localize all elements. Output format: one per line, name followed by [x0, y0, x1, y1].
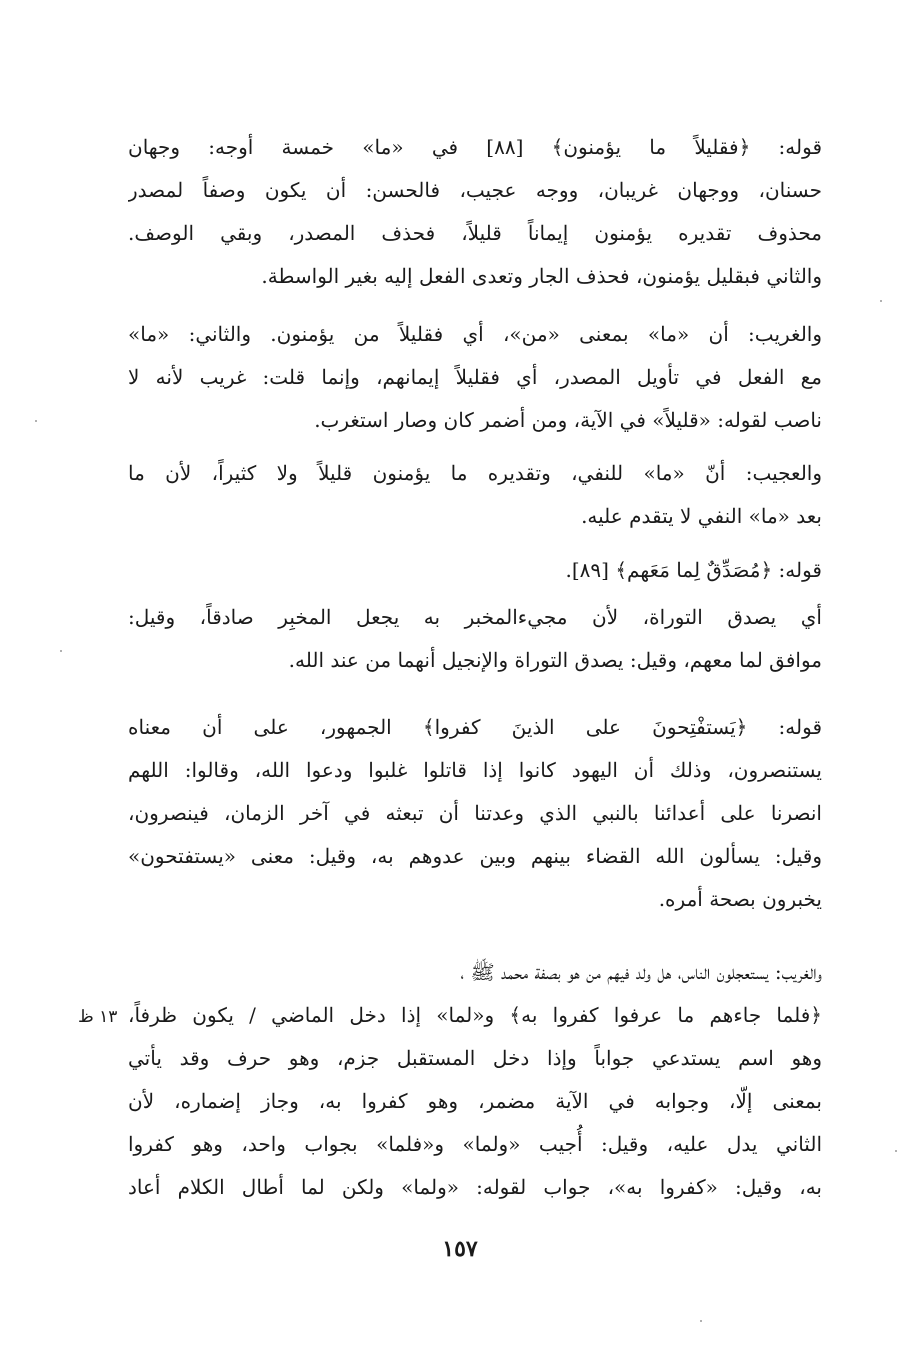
text-line: والغريب: يستعجلون الناس، هل ولد فيهم من هو بصفة محمد ﷺ ، — [460, 960, 822, 984]
page-number: ١٥٧ — [442, 1236, 478, 1262]
paragraph-ajib — [128, 452, 822, 538]
text-line: يستنصرون، وذلك أن اليهود كانوا إذا قاتلوا غلبوا ودعوا الله، وقالوا: اللهم — [128, 758, 822, 782]
paragraph-qawluhu-88 — [128, 126, 822, 298]
text-line: انصرنا على أعدائنا بالنبي الذي وعدتنا أن تبعثه في آخر الزمان، فينصرون، — [128, 801, 822, 825]
text-line: مع الفعل في تأويل المصدر، أي فقليلاً إيمانهم، وإنما قلت: غريب لأنه لا — [128, 365, 822, 389]
text-line: قوله: ﴿مُصَدِّقٌ لِما مَعَهم﴾ [٨٩]. — [565, 558, 822, 582]
scan-speck — [60, 650, 62, 652]
text-line: أي يصدق التوراة، لأن مجيءالمخبر به يجعل المخبِر صادقاً، وقيل: — [128, 605, 822, 629]
paragraph-gharib-1 — [128, 313, 822, 442]
text-line: قوله: ﴿يَستفْتِحونَ على الذينَ كفروا﴾ الجمهور، على أن معناه — [128, 715, 822, 739]
margin-folio-note: ١٣ ظ — [78, 1007, 118, 1027]
text-line: موافق لما معهم، وقيل: يصدق التوراة والإنجيل أنهما من عند الله. — [288, 648, 822, 672]
text-line: وهو اسم يستدعي جواباً وإذا دخل المستقبل جزم، وهو حرف وقد يأتي — [128, 1046, 822, 1070]
text-line: يخبرون بصحة أمره. — [658, 887, 822, 911]
scan-speck — [700, 1320, 702, 1322]
paragraph-yusaddiq — [128, 596, 822, 682]
scan-speck — [35, 420, 37, 422]
text-line: قوله: ﴿فقليلاً ما يؤمنون﴾ [٨٨] في «ما» خمسة أوجه: وجهان — [128, 135, 822, 159]
scan-speck — [895, 1150, 897, 1152]
paragraph-yastaftihun — [128, 706, 822, 921]
paragraph-qawluhu-89 — [128, 549, 822, 592]
text-line: بمعنى إلّا، وجوابه في الآية مضمر، وهو كفروا به، وجاز إضماره، لأن — [128, 1089, 822, 1113]
text-line: به، وقيل: «كفروا به»، جواب لقوله: «ولما» ولكن لما أطال الكلام أعاد — [128, 1175, 822, 1199]
text-line: ناصب لقوله: «قليلاً» في الآية، ومن أضمر كان وصار استغرب. — [314, 408, 822, 432]
text-line: حسنان، ووجهان غريبان، ووجه عجيب، فالحسن: أن يكون وصفاً لمصدر — [128, 178, 822, 202]
paragraph-gharib-2 — [128, 951, 822, 1209]
text-line: ﴿فلما جاءهم ما عرفوا كفروا به﴾ و«لما» إذا دخل الماضي / يكون ظرفاً، — [128, 1003, 822, 1027]
text-line: وقيل: يسألون الله القضاء بينهم وبين عدوهم به، وقيل: معنى «يستفتحون» — [128, 844, 822, 868]
text-line: محذوف تقديره يؤمنون إيماناً قليلاً، فحذف المصدر، وبقي الوصف. — [128, 221, 822, 245]
text-line: الثاني يدل عليه، وقيل: أُجيب «ولما» و«فلما» بجواب واحد، وهو كفروا — [128, 1132, 822, 1156]
text-line: والعجيب: أنّ «ما» للنفي، وتقديره ما يؤمنون قليلاً ولا كثيراً، لأن ما — [128, 461, 822, 485]
text-line: بعد «ما» النفي لا يتقدم عليه. — [581, 504, 822, 528]
text-line: والثاني فبقليل يؤمنون، فحذف الجار وتعدى الفعل إليه بغير الواسطة. — [261, 264, 822, 288]
text-line: والغريب: أن «ما» بمعنى «من»، أي فقليلاً من يؤمنون. والثاني: «ما» — [128, 322, 822, 346]
scan-speck — [880, 300, 882, 302]
